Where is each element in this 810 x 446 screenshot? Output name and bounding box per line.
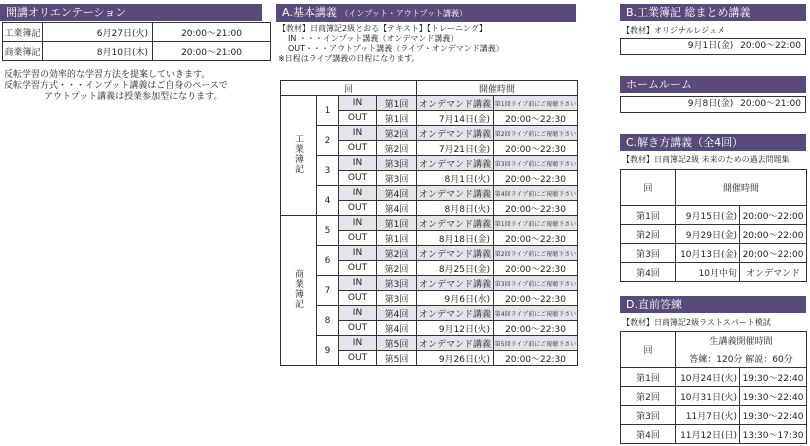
- summary-material: 【教材】オリジナルレジュメ: [622, 26, 726, 35]
- lesson-main: オンデマンド講義: [417, 96, 494, 111]
- orientation-table: [2, 22, 271, 61]
- section-shogyo: [281, 216, 317, 366]
- lesson-sub: 第1回ライブ前にご視聴下さい: [494, 96, 578, 111]
- table-row: [621, 387, 807, 406]
- solve-title: C.解き方講義（全4回）: [626, 136, 744, 149]
- lesson-type: IN: [339, 306, 377, 321]
- final-time: 19:30～22:40: [740, 368, 807, 387]
- lesson-main: オンデマンド講義: [417, 156, 494, 171]
- table-header-row: [281, 81, 578, 96]
- lesson-number: 1: [317, 96, 339, 126]
- lesson-kai: 第2回: [377, 126, 417, 141]
- lesson-kai: 第2回: [377, 246, 417, 261]
- summary-header: [620, 4, 806, 21]
- orientation-date: 6月27日(火): [43, 23, 153, 42]
- note-line: 【教材】日商簿記2級とおる【テキスト】【トレーニング】: [278, 24, 488, 33]
- lesson-sub: 20:00～22:30: [494, 201, 578, 216]
- lesson-kai: 第4回: [377, 321, 417, 336]
- final-date: 11月12日(日): [676, 425, 740, 444]
- lesson-number: 6: [317, 246, 339, 276]
- solve-time: 20:00～22:00: [740, 244, 807, 263]
- solve-kai: 第1回: [621, 206, 676, 225]
- lesson-type: IN: [339, 186, 377, 201]
- table-row: [281, 306, 578, 321]
- header-sub: 答練：120分 解説：60分: [676, 350, 807, 368]
- lesson-main: 7月14日(金): [417, 111, 494, 126]
- lesson-main: オンデマンド講義: [417, 306, 494, 321]
- lesson-type: IN: [339, 216, 377, 231]
- lesson-sub: 第2回ライブ前にご視聴下さい: [494, 246, 578, 261]
- basic-schedule-table: [280, 80, 578, 366]
- lesson-number: 2: [317, 126, 339, 156]
- basic-subtitle: （インプット・アウトプット講義）: [340, 9, 467, 18]
- lesson-type: OUT: [339, 231, 377, 246]
- lesson-main: 7月21日(金): [417, 141, 494, 156]
- lesson-kai: 第2回: [377, 261, 417, 276]
- lesson-type: OUT: [339, 111, 377, 126]
- lesson-sub: 第2回ライブ前にご視聴下さい: [494, 126, 578, 141]
- note-line: IN ・・・インプット講義（オンデマンド講義）: [288, 34, 459, 43]
- table-row: [281, 96, 578, 111]
- final-title: D.直前答練: [626, 298, 682, 311]
- section-label: 商業簿記: [293, 269, 303, 309]
- table-row: [621, 225, 807, 244]
- table-row: [281, 126, 578, 141]
- final-time: 19:30～22:40: [740, 387, 807, 406]
- header-kai: 回: [281, 81, 417, 96]
- lesson-type: OUT: [339, 321, 377, 336]
- lesson-type: IN: [339, 126, 377, 141]
- lesson-main: オンデマンド講義: [417, 336, 494, 351]
- lesson-kai: 第3回: [377, 156, 417, 171]
- final-date: 11月7日(火): [676, 406, 740, 425]
- lesson-type: OUT: [339, 171, 377, 186]
- solve-date: 9月15日(金): [676, 206, 740, 225]
- basic-title: A.基本講義: [282, 6, 337, 19]
- final-kai: 第2回: [621, 387, 676, 406]
- final-time: 13:30～17:30: [740, 425, 807, 444]
- table-row: [281, 246, 578, 261]
- summary-date-box: [620, 38, 806, 55]
- lesson-kai: 第3回: [377, 276, 417, 291]
- orientation-desc: [4, 70, 228, 103]
- lesson-type: IN: [339, 96, 377, 111]
- table-row: [3, 42, 271, 61]
- lesson-sub: 第1回ライブ前にご視聴下さい: [494, 216, 578, 231]
- final-time: 19:30～22:40: [740, 406, 807, 425]
- desc-line: 反転学習方式・・・インプット講義はご自身のペースで: [4, 81, 228, 91]
- lesson-kai: 第5回: [377, 351, 417, 366]
- desc-line: アウトプット講義は授業参加型になります。: [4, 92, 223, 102]
- lesson-main: 9月26日(火): [417, 351, 494, 366]
- lesson-type: IN: [339, 276, 377, 291]
- lesson-kai: 第4回: [377, 186, 417, 201]
- lesson-main: 8月1日(火): [417, 171, 494, 186]
- solve-time: オンデマンド: [740, 263, 807, 282]
- lesson-type: IN: [339, 246, 377, 261]
- final-date: 10月24日(火): [676, 368, 740, 387]
- lesson-sub: 20:00～22:30: [494, 351, 578, 366]
- final-header: [620, 296, 806, 313]
- lesson-number: 3: [317, 156, 339, 186]
- lesson-kai: 第1回: [377, 216, 417, 231]
- lesson-sub: 20:00～22:30: [494, 141, 578, 156]
- lesson-main: オンデマンド講義: [417, 216, 494, 231]
- table-row: [621, 368, 807, 387]
- table-row: [281, 336, 578, 351]
- note-line: ※日程はライブ講義の日程になります。: [278, 54, 420, 63]
- final-date: 10月31日(火): [676, 387, 740, 406]
- lesson-kai: 第1回: [377, 231, 417, 246]
- lesson-kai: 第1回: [377, 96, 417, 111]
- lesson-type: OUT: [339, 261, 377, 276]
- solve-header: [620, 134, 806, 151]
- solve-material: 【教材】日商簿記2級 未来のための過去問題集: [622, 155, 790, 164]
- header-kai: 回: [621, 332, 676, 368]
- lesson-number: 8: [317, 306, 339, 336]
- lesson-main: オンデマンド講義: [417, 276, 494, 291]
- lesson-main: 9月12日(火): [417, 321, 494, 336]
- lesson-sub: 20:00～22:30: [494, 231, 578, 246]
- lesson-sub: 20:00～22:30: [494, 321, 578, 336]
- table-row: [621, 263, 807, 282]
- table-row: [281, 156, 578, 171]
- lesson-main: オンデマンド講義: [417, 126, 494, 141]
- orientation-subject: 工業簿記: [3, 23, 43, 42]
- table-row: [281, 216, 578, 231]
- solve-time: 20:00～22:00: [740, 206, 807, 225]
- basic-notes: [278, 24, 504, 64]
- homeroom-header: [620, 76, 806, 93]
- homeroom-date-box: [620, 96, 806, 113]
- lesson-kai: 第4回: [377, 306, 417, 321]
- homeroom-title: ホームルーム: [626, 78, 692, 91]
- lesson-main: オンデマンド講義: [417, 186, 494, 201]
- table-row: [281, 276, 578, 291]
- lesson-kai: 第5回: [377, 336, 417, 351]
- lesson-kai: 第1回: [377, 111, 417, 126]
- note-line: OUT・・・アウトプット講義（ライブ・オンデマンド講義）: [288, 44, 504, 53]
- lesson-type: OUT: [339, 201, 377, 216]
- table-row: [621, 425, 807, 444]
- solve-kai: 第3回: [621, 244, 676, 263]
- table-row: [621, 406, 807, 425]
- solve-time: 20:00～22:00: [740, 225, 807, 244]
- lesson-sub: 第5回ライブ前にご視聴下さい: [494, 336, 578, 351]
- lesson-number: 7: [317, 276, 339, 306]
- lesson-number: 4: [317, 186, 339, 216]
- lesson-kai: 第4回: [377, 201, 417, 216]
- summary-time: 20:00～22:00: [740, 41, 801, 51]
- lesson-sub: 20:00～22:30: [494, 111, 578, 126]
- table-header-row: [621, 170, 807, 206]
- lesson-main: 8月8日(火): [417, 201, 494, 216]
- homeroom-time: 20:00～21:00: [740, 99, 801, 109]
- section-label: 工業簿記: [293, 134, 303, 174]
- solve-kai: 第4回: [621, 263, 676, 282]
- orientation-date: 8月10日(木): [43, 42, 153, 61]
- solve-date: 9月29日(金): [676, 225, 740, 244]
- header-kai: 回: [621, 170, 676, 206]
- lesson-type: OUT: [339, 351, 377, 366]
- homeroom-date: 9月8日(金): [687, 99, 734, 109]
- lesson-main: 9月6日(水): [417, 291, 494, 306]
- lesson-sub: 第3回ライブ前にご視聴下さい: [494, 156, 578, 171]
- lesson-sub: 第4回ライブ前にご視聴下さい: [494, 306, 578, 321]
- orientation-subject: 商業簿記: [3, 42, 43, 61]
- final-table: [620, 331, 807, 444]
- header-time: 開催時間: [676, 170, 807, 206]
- lesson-main: オンデマンド講義: [417, 246, 494, 261]
- table-row: [621, 244, 807, 263]
- lesson-type: OUT: [339, 141, 377, 156]
- solve-date: 10月13日(金): [676, 244, 740, 263]
- orientation-header: [0, 4, 262, 21]
- lesson-main: 8月25日(金): [417, 261, 494, 276]
- orientation-time: 20:00～21:00: [153, 23, 271, 42]
- lesson-number: 5: [317, 216, 339, 246]
- summary-date: 9月1日(金): [687, 41, 734, 51]
- summary-title: B.工業簿記 総まとめ講義: [626, 6, 751, 19]
- lesson-kai: 第3回: [377, 291, 417, 306]
- orientation-time: 20:00～21:00: [153, 42, 271, 61]
- orientation-title: 開講オリエンテーション: [6, 6, 127, 19]
- final-kai: 第3回: [621, 406, 676, 425]
- lesson-type: IN: [339, 336, 377, 351]
- lesson-sub: 20:00～22:30: [494, 261, 578, 276]
- header-time: 生講義開催時間: [676, 332, 807, 350]
- solve-kai: 第2回: [621, 225, 676, 244]
- table-row: [281, 186, 578, 201]
- lesson-sub: 20:00～22:30: [494, 291, 578, 306]
- desc-line: 反転学習の効率的な学習方法を提案していきます。: [4, 70, 211, 80]
- lesson-kai: 第2回: [377, 141, 417, 156]
- basic-header: [276, 4, 576, 22]
- table-row: [621, 206, 807, 225]
- solve-date: 10月中旬: [676, 263, 740, 282]
- header-time: 開催時間: [417, 81, 578, 96]
- table-header-row: [621, 332, 807, 350]
- section-kogyo: [281, 96, 317, 216]
- lesson-main: 8月18日(金): [417, 231, 494, 246]
- lesson-sub: 20:00～22:30: [494, 171, 578, 186]
- lesson-sub: 第4回ライブ前にご視聴下さい: [494, 186, 578, 201]
- lesson-kai: 第3回: [377, 171, 417, 186]
- final-kai: 第4回: [621, 425, 676, 444]
- lesson-type: OUT: [339, 291, 377, 306]
- lesson-sub: 第3回ライブ前にご視聴下さい: [494, 276, 578, 291]
- final-material: 【教材】日商簿記2級ラストスパート模試: [622, 318, 771, 327]
- lesson-number: 9: [317, 336, 339, 366]
- lesson-type: IN: [339, 156, 377, 171]
- solve-table: [620, 169, 807, 282]
- final-kai: 第1回: [621, 368, 676, 387]
- table-row: [3, 23, 271, 42]
